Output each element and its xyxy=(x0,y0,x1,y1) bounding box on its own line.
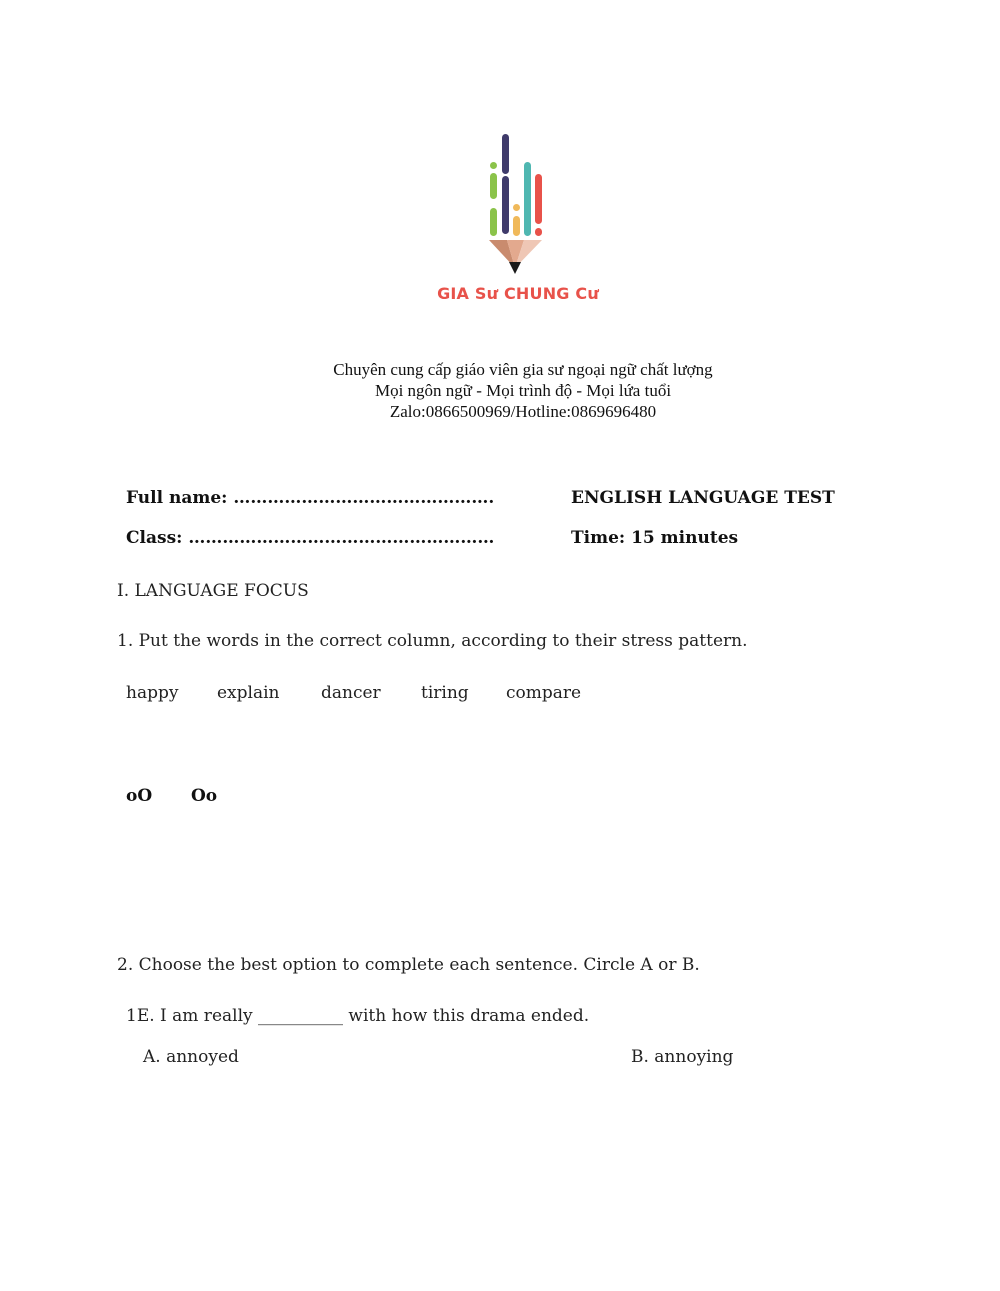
full-name-field: Full name: ………………………………………. xyxy=(126,488,495,508)
tagline-services: Chuyên cung cấp giáo viên gia sư ngoại ngữ chất lượng xyxy=(333,360,713,379)
test-title: ENGLISH LANGUAGE TEST xyxy=(571,488,835,508)
contact-info: Zalo:0866500969/Hotline:0869696480 xyxy=(389,402,657,421)
word-item: compare xyxy=(506,683,582,703)
option-a[interactable]: A. annoyed xyxy=(143,1047,239,1067)
stress-pattern-heading: Oo xyxy=(191,786,218,806)
word-item: dancer xyxy=(321,683,381,703)
pencil-logo-icon xyxy=(478,128,558,284)
word-item: happy xyxy=(126,683,179,703)
question-2-instruction: 2. Choose the best option to complete each sentence. Circle A or B. xyxy=(117,955,700,975)
section-title: I. LANGUAGE FOCUS xyxy=(117,581,309,601)
tagline-audience: Mọi ngôn ngữ - Mọi trình độ - Mọi lứa tuổi xyxy=(374,381,672,400)
question-1-instruction: 1. Put the words in the correct column, according to their stress pattern. xyxy=(117,631,748,651)
brand-name: GIA Sư CHUNG Cư xyxy=(437,284,599,303)
stress-pattern-heading: oO xyxy=(126,786,153,806)
word-item: explain xyxy=(217,683,280,703)
word-item: tiring xyxy=(421,683,469,703)
test-time: Time: 15 minutes xyxy=(571,528,739,548)
question-item: 1E. I am really __________ with how this drama ended. xyxy=(126,1006,590,1026)
class-field: Class: ……………………………………………… xyxy=(126,528,495,548)
option-b[interactable]: B. annoying xyxy=(631,1047,734,1067)
